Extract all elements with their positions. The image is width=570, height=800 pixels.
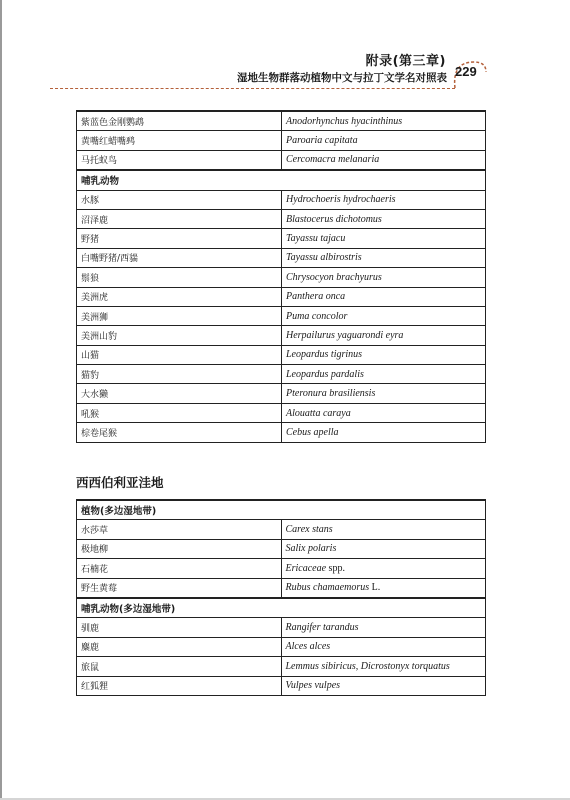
latin-name-cell xyxy=(282,131,486,150)
section-title: 西西伯利亚洼地 xyxy=(76,475,164,490)
species-row xyxy=(77,287,486,306)
species-table-2 xyxy=(76,499,486,696)
chinese-name: 美洲虎 xyxy=(77,287,282,306)
latin-name-cell xyxy=(282,229,486,248)
latin-name-cell xyxy=(281,657,486,676)
category-row xyxy=(77,598,486,618)
latin-name-cell xyxy=(282,345,486,364)
latin-name-cell xyxy=(282,326,486,345)
latin-name-cell xyxy=(281,539,486,558)
latin-name: Tayassu tajacu xyxy=(286,233,346,245)
header-dashed-rule xyxy=(50,88,455,89)
latin-name-cell xyxy=(282,111,486,131)
latin-name: Herpailurus yaguarondi eyra xyxy=(286,329,404,341)
category-label: 哺乳动物 xyxy=(77,170,486,190)
species-row xyxy=(77,150,486,170)
page-number: 229 xyxy=(455,64,477,79)
species-row xyxy=(77,676,486,695)
running-title: 湿地生物群落动植物中文与拉丁文学名对照表 xyxy=(237,72,447,84)
chinese-name: 沼泽鹿 xyxy=(77,209,282,228)
latin-name: Tayassu albirostris xyxy=(286,252,362,264)
species-table-1 xyxy=(76,110,486,443)
species-row xyxy=(77,618,486,637)
latin-name-cell xyxy=(281,618,486,637)
latin-name-cell xyxy=(281,559,486,578)
latin-name: Carex stans xyxy=(285,524,333,536)
latin-name-cell xyxy=(281,578,486,598)
species-row xyxy=(77,578,486,598)
latin-name: Leopardus tigrinus xyxy=(286,349,363,361)
species-row xyxy=(77,190,486,209)
species-row xyxy=(77,657,486,676)
chinese-name: 极地柳 xyxy=(77,539,282,558)
species-row xyxy=(77,326,486,345)
latin-name-cell xyxy=(282,287,486,306)
latin-name: Rangifer tarandus xyxy=(285,622,359,634)
latin-name: Rubus chamaemorus xyxy=(285,582,370,594)
latin-name: Leopardus pardalis xyxy=(286,368,364,380)
category-label: 植物(多边湿地带) xyxy=(77,500,486,520)
chinese-name: 吼猴 xyxy=(77,403,282,422)
latin-name-suffix: spp. xyxy=(326,562,345,574)
latin-name-cell xyxy=(282,384,486,403)
latin-name: Puma concolor xyxy=(286,310,348,322)
latin-name: Cebus apella xyxy=(286,426,339,438)
chinese-name: 野生黄莓 xyxy=(77,578,282,598)
latin-name: Vulpes vulpes xyxy=(285,680,341,692)
latin-name: Anodorhynchus hyacinthinus xyxy=(286,115,403,127)
species-row xyxy=(77,131,486,150)
chinese-name: 水莎草 xyxy=(77,520,282,539)
latin-name: Ericaceae xyxy=(285,562,327,574)
species-row xyxy=(77,111,486,131)
latin-name-cell xyxy=(282,365,486,384)
latin-name-cell xyxy=(282,268,486,287)
species-row xyxy=(77,539,486,558)
latin-name-cell xyxy=(281,520,486,539)
latin-name: Hydrochoeris hydrochaeris xyxy=(286,194,396,206)
species-row xyxy=(77,229,486,248)
chinese-name: 红狐狸 xyxy=(77,676,282,695)
chinese-name: 美洲狮 xyxy=(77,306,282,325)
species-row xyxy=(77,306,486,325)
chinese-name: 石楠花 xyxy=(77,559,282,578)
latin-name: Blastocerus dichotomus xyxy=(286,213,382,225)
chinese-name: 猫豹 xyxy=(77,365,282,384)
latin-name: Alces alces xyxy=(285,641,331,653)
chinese-name: 白嘴野猪/西貒 xyxy=(77,248,282,267)
page-edge xyxy=(0,0,2,800)
latin-name-cell xyxy=(282,150,486,170)
latin-name-cell xyxy=(282,248,486,267)
chinese-name: 紫蓝色金刚鹦鹉 xyxy=(77,111,282,131)
latin-name: Chrysocyon brachyurus xyxy=(286,271,382,283)
latin-name-cell xyxy=(281,637,486,656)
chinese-name: 麋鹿 xyxy=(77,637,282,656)
species-row xyxy=(77,248,486,267)
chinese-name: 黄嘴红蜡嘴鹀 xyxy=(77,131,282,150)
species-row xyxy=(77,209,486,228)
species-row xyxy=(77,520,486,539)
latin-name-cell xyxy=(282,209,486,228)
species-row xyxy=(77,637,486,656)
species-row xyxy=(77,559,486,578)
latin-name-cell xyxy=(282,423,486,442)
chinese-name: 野猪 xyxy=(77,229,282,248)
species-row xyxy=(77,365,486,384)
species-row xyxy=(77,268,486,287)
latin-name: Salix polaris xyxy=(285,543,337,555)
species-table-1-body xyxy=(77,111,486,442)
category-row xyxy=(77,170,486,190)
chinese-name: 棕卷尾猴 xyxy=(77,423,282,442)
latin-name: Pteronura brasiliensis xyxy=(286,388,376,400)
species-row xyxy=(77,384,486,403)
latin-name: Alouatta caraya xyxy=(286,407,351,419)
chinese-name: 山猫 xyxy=(77,345,282,364)
chinese-name: 水豚 xyxy=(77,190,282,209)
chinese-name: 鬃狼 xyxy=(77,268,282,287)
chinese-name: 大水獭 xyxy=(77,384,282,403)
latin-name-cell xyxy=(282,190,486,209)
latin-name: Paroaria capitata xyxy=(286,135,358,147)
latin-name: Cercomacra melanaria xyxy=(286,154,380,166)
chinese-name: 马托蚁鸟 xyxy=(77,150,282,170)
category-row xyxy=(77,500,486,520)
chinese-name: 美洲山豹 xyxy=(77,326,282,345)
species-row xyxy=(77,345,486,364)
latin-name: Lemmus sibiricus, Dicrostonyx torquatus xyxy=(285,660,450,672)
species-row xyxy=(77,423,486,442)
latin-name: Panthera onca xyxy=(286,291,346,303)
species-table-2-body xyxy=(77,500,486,695)
latin-name-cell xyxy=(281,676,486,695)
chinese-name: 旅鼠 xyxy=(77,657,282,676)
chapter-heading: 附录(第三章) xyxy=(365,54,446,69)
chinese-name: 驯鹿 xyxy=(77,618,282,637)
category-label: 哺乳动物(多边湿地带) xyxy=(77,598,486,618)
latin-name-suffix: L. xyxy=(369,582,381,594)
latin-name-cell xyxy=(282,403,486,422)
latin-name-cell xyxy=(282,306,486,325)
species-row xyxy=(77,403,486,422)
